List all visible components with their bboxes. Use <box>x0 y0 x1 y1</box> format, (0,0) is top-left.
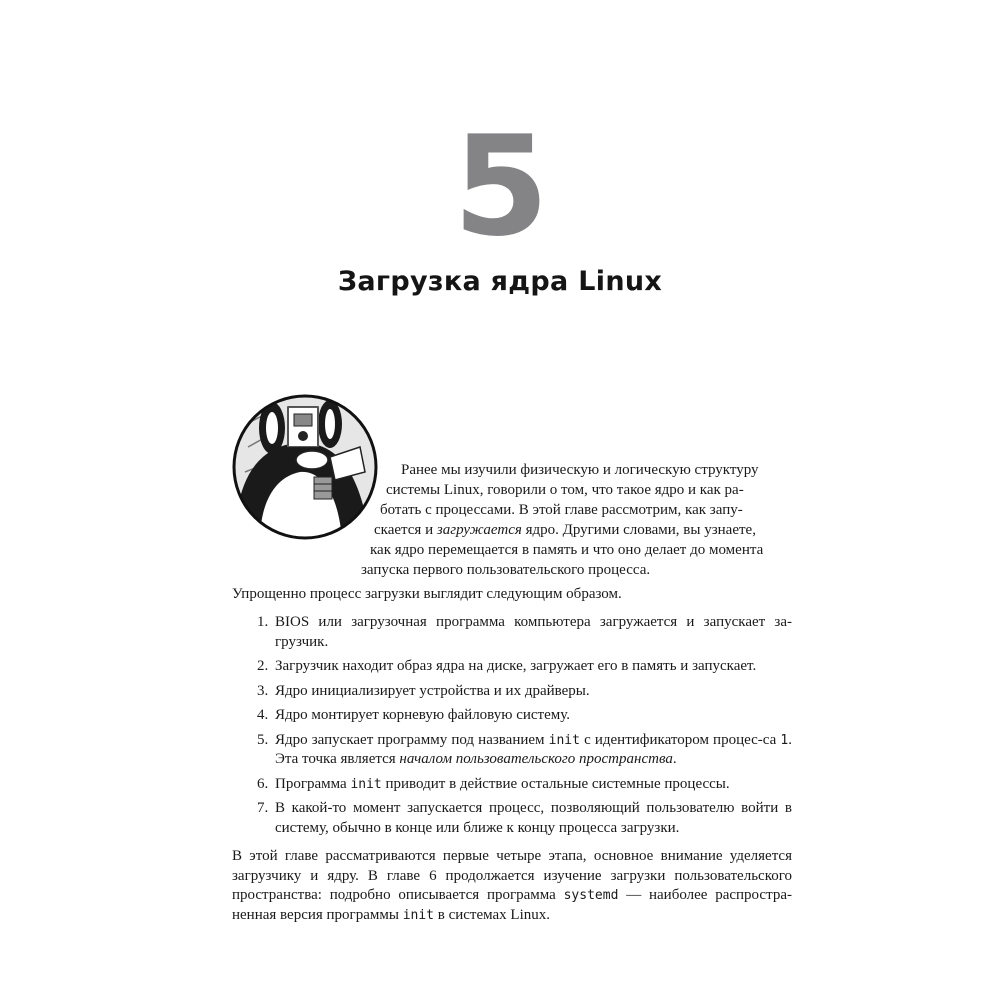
list-item-number: 7. <box>257 800 269 816</box>
closing-paragraph: В этой главе рассматриваются первые четыре этапа, основное внимание уделяется загрузчику и ядру. В главе 6 продолжается изучение загрузки пользовательского пространства: подробно описывается программа systemd — наиболее распростра-ненная версия программы init в системах Linux. <box>232 848 792 923</box>
list-item-number: 4. <box>257 707 269 723</box>
inline-code: init <box>402 907 434 923</box>
list-item <box>257 731 792 770</box>
list-item-number: 6. <box>257 775 269 792</box>
list-item-text: Ядро монтирует корневую файловую систему. <box>275 707 571 723</box>
list-item-text: BIOS или загрузочная программа компьютера загружается и запускает за-грузчик. <box>275 614 792 650</box>
list-item <box>257 775 792 795</box>
intro-line: ботать с процессами. В этой главе рассмотрим, как запу- <box>380 502 743 518</box>
emphasis-text: началом пользовательского пространства <box>399 751 673 767</box>
penguin-robot-circle-illustration <box>230 392 380 542</box>
intro-line: Ранее мы изучили физическую и логическую структуру <box>401 462 759 478</box>
intro-line: как ядро перемещается в память и что оно делает до момента <box>370 542 764 558</box>
list-item <box>257 613 792 652</box>
inline-code: init <box>548 732 580 748</box>
list-item-number: 5. <box>257 731 269 748</box>
list-item-text: Программа init приводит в действие остальные системные процессы. <box>275 775 730 792</box>
list-item-number: 2. <box>257 658 269 674</box>
list-item <box>257 799 792 838</box>
list-item-number: 1. <box>257 614 269 630</box>
boot-steps-list <box>257 613 792 843</box>
intro-line: скается и загружается ядро. Другими словами, вы узнаете, <box>374 522 756 538</box>
chapter-title: Загрузка ядра Linux <box>337 266 663 297</box>
inline-code: systemd <box>563 888 619 903</box>
lead-paragraph: Упрощенно процесс загрузки выглядит следующим образом. <box>232 586 622 602</box>
list-item-text: Загрузчик находит образ ядра на диске, загружает его в память и запускает. <box>275 658 757 674</box>
list-item <box>257 706 792 726</box>
intro-line: запуска первого пользовательского процесса. <box>361 562 651 578</box>
list-item <box>257 657 792 677</box>
chapter-number: 5 <box>452 106 548 267</box>
list-item-text: В какой-то момент запускается процесс, позволяющий пользователю войти в систему, обычно в конце или ближе к концу процесса загрузки. <box>275 800 792 836</box>
list-item-number: 3. <box>257 682 269 699</box>
inline-code: 1 <box>780 732 789 748</box>
list-item-text: Ядро запускает программу под названием init с идентификатором процес-са 1. Эта точка является началом пользовательского пространства. <box>275 731 792 767</box>
intro-line: системы Linux, говорили о том, что такое ядро и как ра- <box>386 482 744 498</box>
emphasis-text: загружается <box>436 522 522 538</box>
list-item-text: Ядро инициализирует устройства и их драйверы. <box>275 682 590 699</box>
inline-code: init <box>350 776 382 792</box>
list-item <box>257 682 792 702</box>
